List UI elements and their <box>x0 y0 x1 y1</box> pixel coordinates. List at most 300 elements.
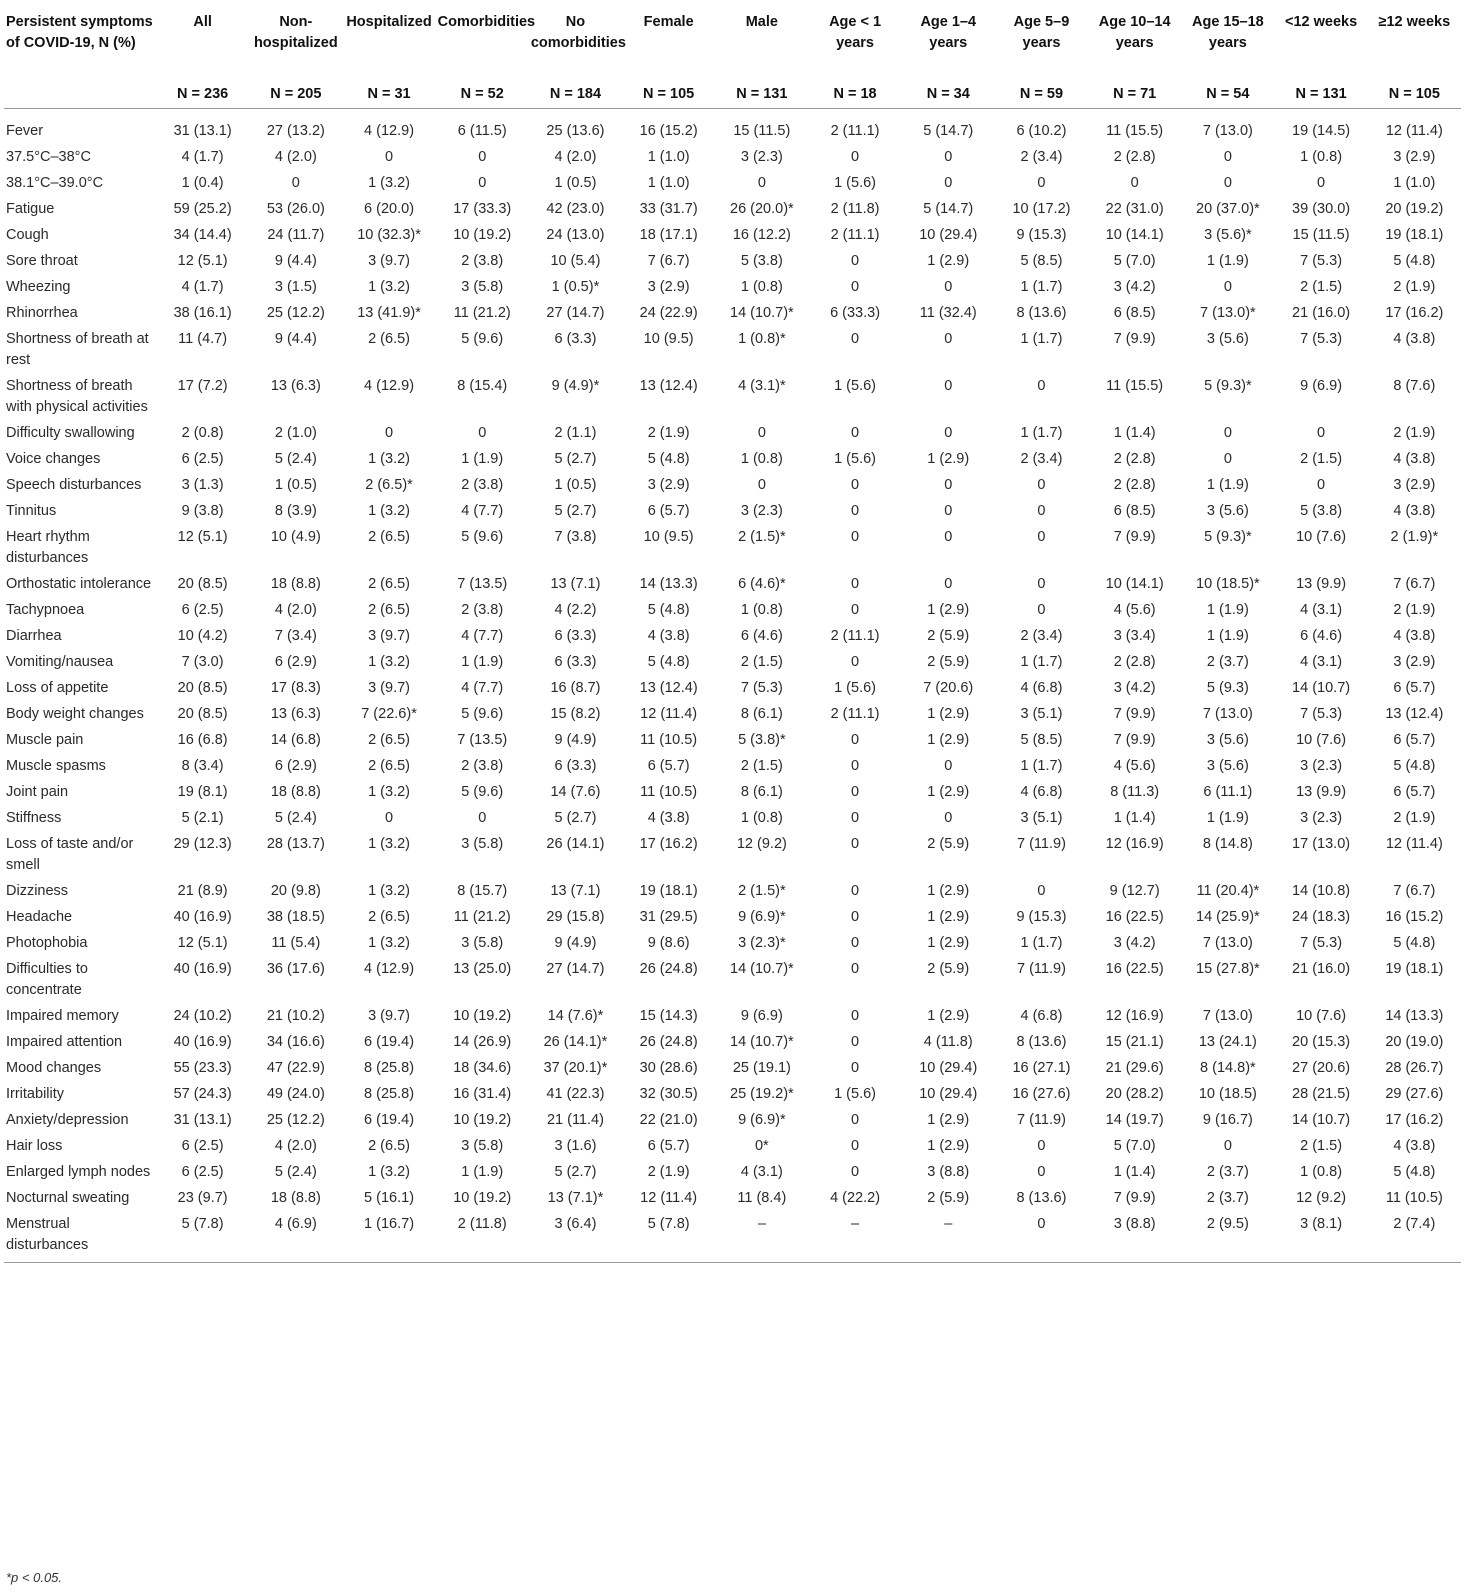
table-cell: 26 (14.1) <box>546 836 605 852</box>
table-cell: 3 (5.6) <box>1206 732 1249 748</box>
table-row <box>4 1003 1461 1029</box>
table-cell: 0 <box>851 1060 860 1076</box>
row-label: Tachypnoea <box>6 602 85 618</box>
table-cell: – <box>902 1211 995 1263</box>
table-cell: 28 (26.7) <box>1385 1060 1444 1076</box>
table-cell: 0 <box>851 425 860 441</box>
table-cell: 3 (5.1) <box>1020 706 1063 722</box>
table-cell: 6 (19.4) <box>364 1034 415 1050</box>
table-cell: 24 (22.9) <box>639 305 698 321</box>
column-header: ≥12 weeks <box>1378 14 1451 30</box>
table-cell: 10 (7.6) <box>1296 529 1347 545</box>
table-cell: 16 (27.1) <box>1012 1060 1071 1076</box>
table-cell: 10 (5.4) <box>550 253 601 269</box>
table-cell: 6 (4.6)* <box>738 576 786 592</box>
table-cell: 4 (3.8) <box>1393 628 1436 644</box>
table-cell: 13 (12.4) <box>639 680 698 696</box>
table-cell: 10 (9.5) <box>643 529 694 545</box>
table-cell: 0 <box>1037 503 1046 519</box>
table-row <box>4 1159 1461 1185</box>
table-cell: 11 (4.7) <box>178 331 228 347</box>
table-cell: 39 (30.0) <box>1292 201 1351 217</box>
table-cell: 27 (20.6) <box>1292 1060 1351 1076</box>
table-cell: 1 (1.9) <box>461 1164 504 1180</box>
table-cell: 12 (11.4) <box>1385 836 1443 852</box>
table-cell: 7 (9.9) <box>1113 529 1156 545</box>
table-cell: 3 (1.3) <box>181 477 224 493</box>
table-cell: 1 (5.6) <box>834 378 877 394</box>
table-cell: 53 (26.0) <box>266 201 325 217</box>
table-cell: 34 (16.6) <box>266 1034 325 1050</box>
table-cell: 7 (11.9) <box>1017 961 1066 977</box>
table-cell: 11 (20.4)* <box>1196 883 1260 899</box>
table-cell: 1 (0.8) <box>1300 1164 1343 1180</box>
table-cell: 6 (5.7) <box>1393 784 1436 800</box>
table-cell: 6 (8.5) <box>1113 503 1156 519</box>
table-cell: 5 (14.7) <box>923 201 974 217</box>
column-n: N = 205 <box>249 80 342 109</box>
table-cell: 3 (6.4) <box>529 1211 622 1263</box>
table-cell: 1 (0.5)* <box>551 279 600 295</box>
table-cell: 10 (18.5) <box>1198 1086 1257 1102</box>
table-cell: 1 (1.7) <box>1020 935 1063 951</box>
table-cell: 12 (16.9) <box>1105 836 1164 852</box>
table-cell: 1 (1.0) <box>647 175 690 191</box>
table-cell: 3 (5.1) <box>1020 810 1063 826</box>
table-cell: 1 (3.2) <box>368 935 410 951</box>
table-cell: 3 (5.6)* <box>1204 227 1252 243</box>
table-cell: 1 (0.8) <box>740 451 783 467</box>
table-cell: 4 (12.9) <box>364 123 415 139</box>
table-cell: 14 (13.3) <box>639 576 698 592</box>
table-cell: 0 <box>944 378 953 394</box>
table-cell: 6 (11.5) <box>457 123 507 139</box>
table-cell: 5 (7.8) <box>622 1211 715 1263</box>
table-row <box>4 1211 1461 1263</box>
row-label: Dizziness <box>6 883 69 899</box>
table-cell: 5 (9.6) <box>461 529 504 545</box>
table-cell: 24 (18.3) <box>1292 909 1351 925</box>
table-body <box>4 109 1461 1263</box>
table-cell: 1 (1.9) <box>1206 477 1249 493</box>
table-cell: 16 (27.6) <box>1012 1086 1071 1102</box>
table-cell: 6 (5.7) <box>1393 680 1436 696</box>
table-cell: 2 (7.4) <box>1368 1211 1461 1263</box>
table-cell: 13 (7.1) <box>550 576 601 592</box>
table-row <box>4 727 1461 753</box>
table-cell: 17 (16.2) <box>639 836 698 852</box>
table-cell: 1 (1.9) <box>1206 253 1249 269</box>
table-cell: 49 (24.0) <box>266 1086 325 1102</box>
table-row <box>4 701 1461 727</box>
table-cell: 0 <box>1037 576 1046 592</box>
table-cell: 1 (0.5) <box>554 477 597 493</box>
header-first-col: Persistent symptoms of COVID-19, N (%) <box>6 14 153 51</box>
table-cell: 9 (4.9)* <box>551 378 600 394</box>
table-cell: 6 (5.7) <box>647 503 690 519</box>
table-cell: 34 (14.4) <box>173 227 232 243</box>
table-cell: 0 <box>757 477 766 493</box>
table-cell: 1 (1.0) <box>1393 175 1436 191</box>
table-cell: 5 (3.8) <box>1300 503 1343 519</box>
table-cell: 5 (4.8) <box>1393 1164 1436 1180</box>
table-cell: 6 (3.3) <box>554 654 597 670</box>
table-cell: 2 (6.5) <box>368 529 410 545</box>
table-row <box>4 144 1461 170</box>
table-cell: 0 <box>851 654 860 670</box>
table-cell: 13 (6.3) <box>270 378 321 394</box>
table-cell: 6 (4.6) <box>740 628 783 644</box>
table-cell: 1 (2.9) <box>927 1112 970 1128</box>
table-cell: 1 (0.8) <box>740 279 783 295</box>
table-cell: 2 (3.8) <box>461 758 504 774</box>
table-row <box>4 831 1461 878</box>
table-cell: 5 (9.6) <box>461 784 504 800</box>
table-cell: 23 (9.7) <box>177 1190 228 1206</box>
table-cell: 2 (1.9) <box>647 425 690 441</box>
table-cell: 0 <box>851 279 860 295</box>
table-cell: 5 (7.0) <box>1113 253 1156 269</box>
table-cell: 11 (10.5) <box>640 784 698 800</box>
table-cell: 3 (8.8) <box>927 1164 970 1180</box>
table-cell: 1 (1.7) <box>1020 758 1063 774</box>
table-cell: 21 (16.0) <box>1292 305 1351 321</box>
table-cell: 0 <box>851 576 860 592</box>
table-cell: 13 (7.1) <box>550 883 601 899</box>
table-cell: 7 (20.6) <box>923 680 974 696</box>
table-cell: 7 (13.0) <box>1202 935 1253 951</box>
table-cell: 3 (5.8) <box>461 836 504 852</box>
table-cell: 4 (3.1) <box>1300 654 1343 670</box>
table-cell: 5 (4.8) <box>647 602 690 618</box>
column-n: N = 18 <box>808 80 901 109</box>
table-cell: 21 (16.0) <box>1292 961 1351 977</box>
table-cell: 4 (2.0) <box>274 602 317 618</box>
table-cell: 13 (6.3) <box>270 706 321 722</box>
table-cell: 2 (11.8) <box>436 1211 529 1263</box>
table-cell: 5 (2.7) <box>554 1164 597 1180</box>
table-cell: 0 <box>1223 149 1232 165</box>
table-cell: 27 (14.7) <box>546 961 605 977</box>
row-label: Anxiety/depression <box>6 1112 129 1128</box>
table-cell: 2 (5.9) <box>927 654 970 670</box>
table-cell: 2 (5.9) <box>927 961 970 977</box>
table-cell: 4 (12.9) <box>364 961 415 977</box>
table-row <box>4 170 1461 196</box>
table-cell: 4 (1.7) <box>181 149 224 165</box>
table-cell: 3 (5.8) <box>461 935 504 951</box>
row-label: Voice changes <box>6 451 101 467</box>
table-cell: 3 (2.9) <box>647 279 690 295</box>
table-cell: 7 (9.9) <box>1113 732 1156 748</box>
table-cell: 2 (3.8) <box>461 253 504 269</box>
table-cell: 3 (2.3) <box>740 149 783 165</box>
table-cell: 9 (8.6) <box>647 935 690 951</box>
table-cell: 11 (5.4) <box>271 935 321 951</box>
table-cell: 1 (2.9) <box>927 253 970 269</box>
column-header: Age < 1 years <box>829 14 882 51</box>
table-row <box>4 623 1461 649</box>
table-cell: 1 (2.9) <box>927 602 970 618</box>
table-cell: 0 <box>478 149 487 165</box>
table-cell: 18 (17.1) <box>639 227 698 243</box>
table-cell: 2 (1.5)* <box>738 529 786 545</box>
column-n: N = 34 <box>902 80 995 109</box>
table-cell: 3 (2.3) <box>1300 810 1343 826</box>
table-cell: 25 (13.6) <box>546 123 605 139</box>
table-cell: 5 (2.7) <box>554 503 597 519</box>
header-label-row <box>4 8 1461 80</box>
table-cell: 8 (3.4) <box>181 758 224 774</box>
table-cell: 16 (22.5) <box>1105 909 1164 925</box>
table-cell: 7 (5.3) <box>1300 331 1343 347</box>
row-label: Photophobia <box>6 935 88 951</box>
table-cell: 6 (2.5) <box>181 1164 224 1180</box>
table-cell: 3 (4.2) <box>1113 935 1156 951</box>
table-cell: 14 (10.7) <box>1292 1112 1351 1128</box>
table-cell: 21 (29.6) <box>1105 1060 1164 1076</box>
row-label: Body weight changes <box>6 706 144 722</box>
table-cell: 4 (2.0) <box>274 1138 317 1154</box>
table-cell: 7 (13.0) <box>1202 1008 1253 1024</box>
table-row <box>4 1055 1461 1081</box>
column-n: N = 31 <box>342 80 435 109</box>
table-cell: 4 (6.8) <box>1020 680 1063 696</box>
table-cell: 2 (1.0) <box>274 425 317 441</box>
table-cell: 2 (11.1) <box>830 123 880 139</box>
table-cell: 20 (19.2) <box>1385 201 1444 217</box>
table-cell: 16 (12.2) <box>732 227 791 243</box>
table-cell: 29 (15.8) <box>546 909 605 925</box>
table-cell: 2 (5.9) <box>927 1190 970 1206</box>
table-cell: 10 (19.2) <box>453 1008 512 1024</box>
table-cell: 14 (10.7) <box>1292 680 1351 696</box>
table-cell: 5 (2.4) <box>274 451 317 467</box>
table-cell: 1 (3.2) <box>368 451 410 467</box>
table-cell: 1 (1.4) <box>1113 1164 1156 1180</box>
table-cell: 13 (9.9) <box>1296 576 1347 592</box>
table-cell: 2 (11.1) <box>830 628 880 644</box>
table-cell: 4 (3.1)* <box>738 378 786 394</box>
table-cell: 10 (18.5)* <box>1196 576 1260 592</box>
table-row <box>4 109 1461 145</box>
table-cell: 2 (0.8) <box>181 425 224 441</box>
table-cell: 0 <box>851 732 860 748</box>
table-cell: 5 (9.3)* <box>1204 378 1252 394</box>
table-cell: 0 <box>851 836 860 852</box>
table-row <box>4 498 1461 524</box>
table-cell: 31 (29.5) <box>639 909 698 925</box>
table-cell: 11 (21.2) <box>453 909 511 925</box>
table-cell: 2 (11.8) <box>830 201 880 217</box>
table-cell: 0 <box>1130 175 1139 191</box>
table-cell: 7 (6.7) <box>1393 576 1436 592</box>
table-cell: 5 (14.7) <box>923 123 974 139</box>
table-cell: 0 <box>1223 279 1232 295</box>
table-cell: 16 (6.8) <box>177 732 228 748</box>
table-row <box>4 196 1461 222</box>
table-cell: 36 (17.6) <box>266 961 325 977</box>
table-cell: 0 <box>757 175 766 191</box>
table-cell: 5 (7.8) <box>156 1211 249 1263</box>
column-n: N = 131 <box>1274 80 1367 109</box>
row-label: Diarrhea <box>6 628 62 644</box>
table-cell: 4 (3.1) <box>740 1164 783 1180</box>
row-label: 37.5°C–38°C <box>6 149 91 165</box>
table-cell: 27 (14.7) <box>546 305 605 321</box>
row-label: Orthostatic intolerance <box>6 576 152 592</box>
table-cell: 0 <box>1317 477 1326 493</box>
table-cell: 1 (0.5) <box>554 175 597 191</box>
table-cell: 3 (5.6) <box>1206 758 1249 774</box>
table-cell: 0 <box>1037 175 1046 191</box>
table-cell: 0 <box>851 149 860 165</box>
table-cell: 8 (25.8) <box>364 1060 415 1076</box>
table-cell: 2 (6.5) <box>368 758 410 774</box>
column-n: N = 105 <box>1368 80 1461 109</box>
table-cell: 0 <box>944 529 953 545</box>
table-cell: 0 <box>1317 425 1326 441</box>
table-cell: 10 (9.5) <box>643 331 694 347</box>
table-cell: 7 (9.9) <box>1113 706 1156 722</box>
header-n-row <box>4 80 1461 109</box>
table-cell: 16 (15.2) <box>639 123 698 139</box>
table-cell: 15 (11.5) <box>733 123 791 139</box>
table-cell: 1 (2.9) <box>927 784 970 800</box>
table-cell: 5 (4.8) <box>647 654 690 670</box>
table-cell: 1 (1.7) <box>1020 654 1063 670</box>
table-cell: 38 (16.1) <box>173 305 232 321</box>
table-row <box>4 1185 1461 1211</box>
table-cell: 24 (10.2) <box>173 1008 232 1024</box>
table-cell: 1 (5.6) <box>834 451 877 467</box>
table-cell: 7 (3.8) <box>554 529 597 545</box>
table-row <box>4 779 1461 805</box>
table-cell: 3 (2.9) <box>1393 654 1436 670</box>
table-cell: 13 (9.9) <box>1296 784 1347 800</box>
table-cell: 9 (15.3) <box>1016 227 1067 243</box>
table-row <box>4 571 1461 597</box>
row-label: Irritability <box>6 1086 65 1102</box>
table-cell: 3 (2.9) <box>1393 149 1436 165</box>
table-cell: 21 (8.9) <box>177 883 228 899</box>
table-cell: 4 (7.7) <box>461 628 504 644</box>
table-cell: 6 (3.3) <box>554 331 597 347</box>
table-cell: 2 (1.5) <box>740 654 783 670</box>
table-row <box>4 472 1461 498</box>
table-cell: 6 (3.3) <box>554 758 597 774</box>
table-cell: 2 (2.8) <box>1113 149 1156 165</box>
table-cell: 1 (1.7) <box>1020 279 1063 295</box>
table-cell: 18 (8.8) <box>270 1190 321 1206</box>
table-cell: 2 (11.1) <box>830 706 880 722</box>
table-cell: 8 (13.6) <box>1016 1190 1067 1206</box>
table-cell: 9 (15.3) <box>1016 909 1067 925</box>
table-cell: 5 (9.3) <box>1206 680 1249 696</box>
table-cell: 3 (9.7) <box>368 1008 410 1024</box>
table-cell: 0 <box>944 425 953 441</box>
column-header: Age 15–18 years <box>1191 14 1264 51</box>
table-cell: 29 (12.3) <box>173 836 232 852</box>
table-cell: 1 (2.9) <box>927 909 970 925</box>
table-cell: 25 (19.2)* <box>730 1086 794 1102</box>
table-cell: 27 (13.2) <box>266 123 325 139</box>
table-cell: 0 <box>851 810 860 826</box>
table-cell: 1 (2.9) <box>927 1008 970 1024</box>
table-cell: 1 (1.0) <box>647 149 690 165</box>
table-cell: 2 (1.5) <box>1300 279 1343 295</box>
table-cell: 4 (3.8) <box>1393 331 1436 347</box>
table-cell: 3 (9.7) <box>368 628 410 644</box>
table-cell: 2 (2.8) <box>1113 654 1156 670</box>
column-n: N = 71 <box>1088 80 1181 109</box>
table-row <box>4 675 1461 701</box>
table-cell: – <box>808 1211 901 1263</box>
table-cell: 10 (29.4) <box>919 227 978 243</box>
table-cell: 14 (10.7)* <box>730 305 794 321</box>
table-cell: 14 (10.7)* <box>730 961 794 977</box>
table-cell: 0 <box>1037 529 1046 545</box>
table-cell: 8 (6.1) <box>740 706 783 722</box>
table-cell: 3 (3.4) <box>1113 628 1156 644</box>
table-cell: 6 (2.9) <box>274 654 317 670</box>
table-cell: 0 <box>291 175 300 191</box>
table-cell: 1 (2.9) <box>927 732 970 748</box>
table-cell: 0 <box>1037 1138 1046 1154</box>
table-cell: 0 <box>851 503 860 519</box>
table-cell: 7 (22.6)* <box>361 706 417 722</box>
table-row <box>4 878 1461 904</box>
table-row <box>4 446 1461 472</box>
table-cell: 1 (2.9) <box>927 883 970 899</box>
table-cell: 10 (7.6) <box>1296 732 1347 748</box>
table-cell: 9 (6.9)* <box>738 1112 786 1128</box>
table-row <box>4 1081 1461 1107</box>
table-cell: 22 (31.0) <box>1105 201 1164 217</box>
table-cell: 2 (5.9) <box>927 836 970 852</box>
table-cell: 42 (23.0) <box>546 201 605 217</box>
table-cell: 2 (2.8) <box>1113 477 1156 493</box>
table-cell: 9 (12.7) <box>1109 883 1160 899</box>
table-cell: 13 (12.4) <box>639 378 698 394</box>
table-cell: 18 (8.8) <box>270 576 321 592</box>
table-cell: 3 (2.3) <box>1300 758 1343 774</box>
table-cell: 1 (3.2) <box>368 784 410 800</box>
table-cell: 0 <box>851 331 860 347</box>
column-header: No comorbidities <box>530 14 626 51</box>
table-cell: 2 (1.1) <box>554 425 597 441</box>
table-cell: 0 <box>851 883 860 899</box>
table-cell: 6 (4.6) <box>1300 628 1343 644</box>
table-cell: 1 (5.6) <box>834 680 877 696</box>
table-cell: 2 (1.5)* <box>738 883 786 899</box>
table-cell: 4 (1.7) <box>181 279 224 295</box>
table-cell: 1 (2.9) <box>927 1138 970 1154</box>
table-cell: 11 (21.2) <box>453 305 511 321</box>
table-cell: 19 (8.1) <box>177 784 228 800</box>
table-cell: 9 (4.9) <box>554 732 597 748</box>
table-cell: 1 (1.9) <box>1206 628 1249 644</box>
table-cell: 5 (2.7) <box>554 810 597 826</box>
table-cell: 10 (19.2) <box>453 1112 512 1128</box>
table-cell: 5 (2.4) <box>274 1164 317 1180</box>
table-cell: 4 (2.0) <box>274 149 317 165</box>
table-cell: 15 (21.1) <box>1105 1034 1164 1050</box>
table-cell: 17 (16.2) <box>1385 305 1444 321</box>
table-row <box>4 597 1461 623</box>
table-cell: 5 (8.5) <box>1020 253 1063 269</box>
table-cell: 4 (11.8) <box>923 1034 973 1050</box>
